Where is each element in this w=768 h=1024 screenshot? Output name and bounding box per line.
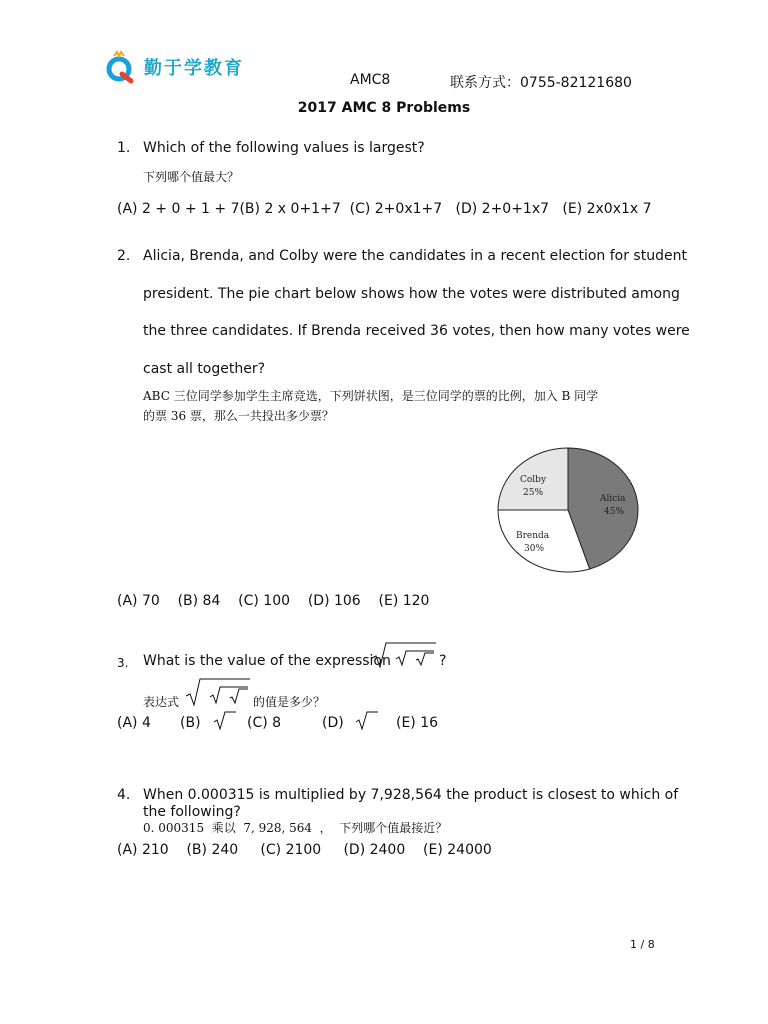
q2-number: 2. — [117, 248, 131, 264]
colby-percent: 25% — [523, 488, 544, 498]
q4-number: 4. — [117, 787, 131, 803]
q3-cn-before: 表达式 — [143, 695, 180, 709]
q3-text: What is the value of the expression — [143, 653, 391, 669]
q4-cn: 0. 000315 乘以 7, 928, 564 ， 下列哪个值最接近？ — [143, 821, 448, 835]
q4-line-2: the following? — [143, 804, 241, 820]
q3-option-c: (C) 8 — [247, 715, 282, 731]
vote-pie-chart — [496, 446, 642, 576]
header-contact: 联系方式：0755-82121680 — [450, 75, 632, 91]
q4-options: (A) 210 (B) 240 (C) 2100 (D) 2400 (E) 24000 — [117, 842, 492, 858]
q3-cn-after: 的值是多少？ — [253, 695, 326, 709]
alicia-percent: 45% — [604, 507, 625, 517]
q2-line-3: the three candidates. If Brenda received 36 votes, then how many votes were — [143, 323, 690, 339]
q1-cn: 下列哪个值最大？ — [143, 170, 240, 184]
q3-number: 3. — [117, 656, 129, 670]
page-title: 2017 AMC 8 Problems — [297, 100, 471, 116]
q4-line-1: When 0.000315 is multiplied by 7,928,564 the product is closest to which of — [143, 787, 679, 803]
q2-line-1: Alicia, Brenda, and Colby were the candidates in a recent election for student — [143, 248, 687, 264]
header-subject: AMC8 — [350, 72, 391, 88]
q3-option-d: (D) — [322, 715, 344, 731]
brenda-label: Brenda — [516, 531, 550, 541]
logo-text: 勤于学教育 — [144, 58, 244, 79]
q3-nested-radical — [370, 640, 440, 670]
q3-option-e: (E) 16 — [396, 715, 439, 731]
q3-option-b: (B) — [180, 715, 201, 731]
q2-line-2: president. The pie chart below shows how the votes were distributed among — [143, 286, 680, 302]
q2-options: (A) 70 (B) 84 (C) 100 (D) 106 (E) 120 — [117, 593, 430, 609]
q3-option-d-radical — [354, 710, 380, 732]
q2-cn-line-2: 的票 36 票，那么一共投出多少票？ — [143, 409, 334, 423]
q1-options: (A) 2 + 0 + 1 + 7(B) 2 x 0+1+7 (C) 2+0x1+7 (D) 2+0+1x7 (E) 2x0x1x 7 — [117, 201, 652, 217]
q2-line-4: cast all together? — [143, 361, 266, 377]
q3-option-b-radical — [212, 710, 238, 732]
alicia-label: Alicia — [600, 494, 626, 504]
q2-cn-line-1: ABC 三位同学参加学生主席竞选，下列饼状图，是三位同学的票的比例，加入 B 同学 — [143, 389, 599, 403]
q3-cn-nested-radical — [184, 676, 254, 708]
q3-option-a: (A) 4 — [117, 715, 151, 731]
q1-text: Which of the following values is largest? — [143, 140, 425, 156]
logo — [104, 50, 244, 84]
colby-label: Colby — [520, 475, 547, 485]
page-number: 1 / 8 — [630, 938, 655, 951]
q1-number: 1. — [117, 140, 131, 156]
logo-q-icon — [104, 50, 138, 84]
brenda-percent: 30% — [524, 544, 545, 554]
q3-question-mark: ? — [439, 653, 447, 669]
